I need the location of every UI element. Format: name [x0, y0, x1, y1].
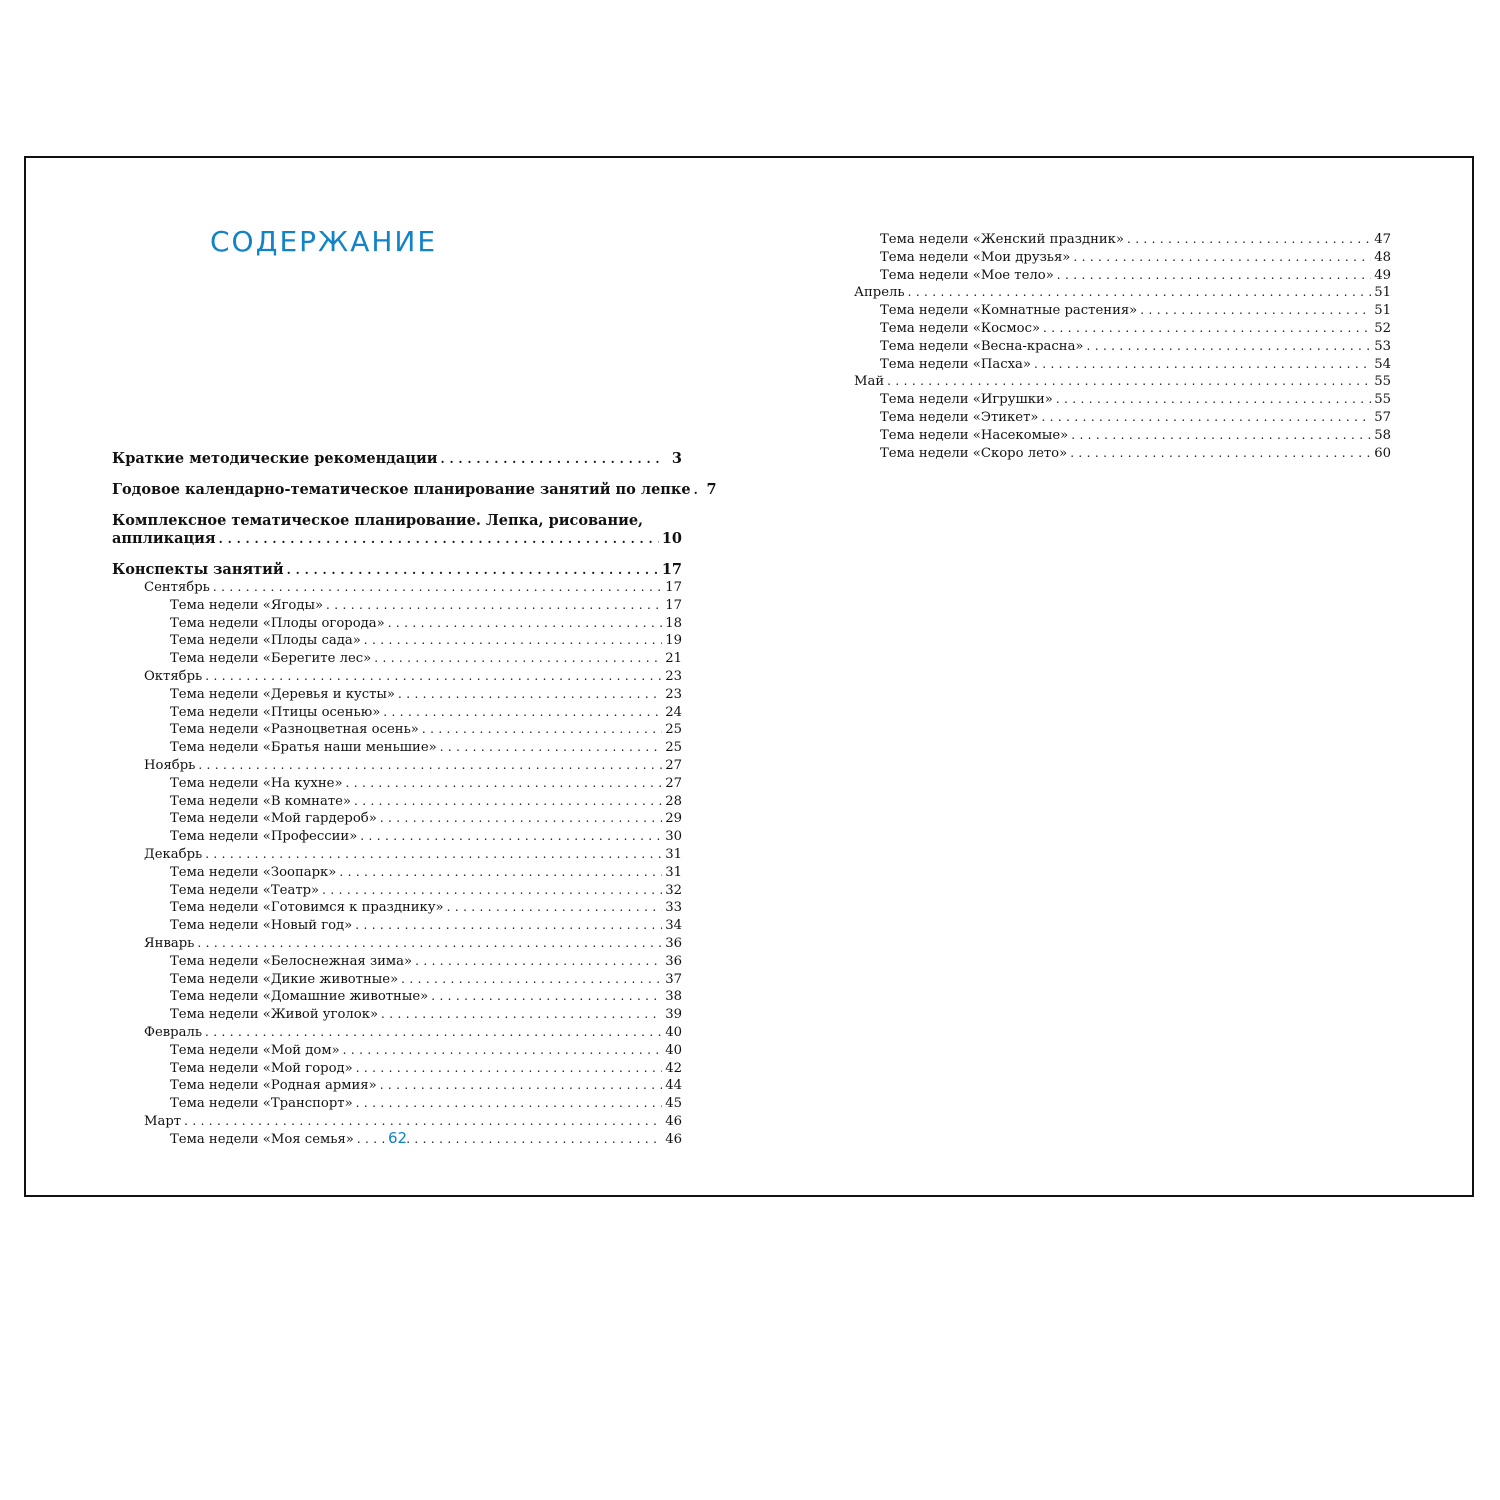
toc-entry	[112, 686, 682, 704]
toc-entry	[112, 988, 682, 1006]
toc-entry-page: 48	[1374, 249, 1391, 265]
leader-dots	[322, 882, 662, 900]
toc-entry	[854, 267, 1391, 285]
toc-entry-page: 25	[665, 722, 682, 738]
toc-entry-page: 17	[665, 597, 682, 613]
toc-entry-page: 47	[1374, 232, 1391, 247]
toc-entry-text: Тема недели «Транспорт»	[170, 1096, 353, 1112]
toc-entry	[112, 935, 682, 953]
leader-dots	[346, 775, 663, 793]
toc-entry	[112, 597, 682, 615]
leader-dots	[343, 1042, 663, 1060]
leader-dots	[1041, 409, 1371, 427]
toc-entry-text: Тема недели «Космос»	[880, 320, 1041, 336]
leader-dots	[440, 739, 663, 757]
toc-entry-page: 58	[1374, 427, 1391, 443]
toc-entry-page: 38	[665, 989, 682, 1005]
toc-entry	[112, 632, 682, 650]
toc-entry-page: 29	[665, 811, 682, 827]
toc-entry-text: Тема недели «Мое тело»	[880, 267, 1054, 283]
toc-entry-page: 30	[665, 829, 682, 845]
toc-entry-page: 57	[1374, 409, 1391, 425]
toc-entry-text: Тема недели «Этикет»	[880, 409, 1039, 425]
leader-dots	[1140, 302, 1371, 320]
toc-entry	[112, 1060, 682, 1078]
toc-entry-text: Тема недели «Насекомые»	[880, 427, 1069, 443]
leader-dots	[355, 917, 662, 935]
toc-entry-text: Тема недели «Мой гардероб»	[170, 811, 377, 827]
toc-entry-page: 27	[665, 757, 682, 773]
toc-entry-text: Тема недели «На кухне»	[170, 775, 343, 791]
toc-entry-text: Тема недели «Женский праздник»	[880, 232, 1124, 247]
toc-right-column	[854, 231, 1391, 462]
toc-entry	[112, 1024, 682, 1042]
toc-entry-text: Тема недели «Мой дом»	[170, 1042, 340, 1058]
toc-entry	[112, 846, 682, 864]
toc-entry	[112, 450, 682, 468]
toc-entry-page: 55	[1374, 374, 1391, 390]
leader-dots	[339, 864, 662, 882]
toc-entry-text: Тема недели «В комнате»	[170, 793, 351, 809]
leader-dots	[205, 846, 662, 864]
toc-entry-page: 53	[1374, 338, 1391, 354]
toc-entry	[112, 481, 717, 499]
toc-entry	[112, 757, 682, 775]
toc-entry-text: аппликация	[112, 530, 216, 547]
leader-dots	[431, 988, 662, 1006]
toc-entry-page: 19	[665, 633, 682, 649]
toc-entry-page: 33	[665, 900, 682, 916]
toc-entry-text: Тема недели «Пасха»	[880, 356, 1031, 372]
toc-entry-text: Тема недели «Берегите лес»	[170, 651, 372, 667]
leader-dots	[374, 650, 662, 668]
leader-dots	[184, 1113, 662, 1131]
toc-entry-page: 32	[665, 882, 682, 898]
toc-entry-page: 36	[665, 953, 682, 969]
toc-entry	[112, 579, 682, 597]
leader-dots	[447, 899, 663, 917]
leader-dots	[441, 450, 666, 468]
toc-entry-text: Декабрь	[144, 846, 203, 862]
toc-entry-text: Тема недели «Скоро лето»	[880, 445, 1068, 461]
toc-entry	[854, 284, 1391, 302]
toc-entry-text: Тема недели «Разноцветная осень»	[170, 722, 419, 738]
leader-dots	[1073, 249, 1371, 267]
toc-entry-text: Тема недели «Белоснежная зима»	[170, 953, 413, 969]
leader-dots	[356, 1060, 663, 1078]
toc-entry	[854, 391, 1391, 409]
toc-entry-page: 40	[665, 1042, 682, 1058]
toc-entry	[112, 1077, 682, 1095]
leader-dots	[326, 597, 662, 615]
toc-entry-page: 60	[1374, 445, 1391, 461]
toc-entry	[854, 445, 1391, 463]
toc-entry-text: Тема недели «Готовимся к празднику»	[170, 900, 444, 916]
toc-entry-text: Тема недели «Плоды огорода»	[170, 615, 385, 631]
leader-dots	[198, 757, 662, 775]
toc-entry	[112, 704, 682, 722]
leader-dots	[356, 1095, 663, 1113]
toc-entry-page: 21	[665, 651, 682, 667]
leader-dots	[197, 935, 662, 953]
toc-entry	[854, 249, 1391, 267]
toc-entry	[112, 899, 682, 917]
toc-entry-page: 37	[665, 971, 682, 987]
leader-dots	[422, 721, 662, 739]
toc-entry	[112, 864, 682, 882]
toc-entry-text: Тема недели «Дикие животные»	[170, 971, 399, 987]
toc-entry-page: 51	[1374, 285, 1391, 301]
toc-entry	[112, 1095, 682, 1113]
toc-entry-page: 25	[665, 740, 682, 756]
leader-dots	[205, 1024, 662, 1042]
toc-entry-text: Январь	[144, 935, 195, 951]
leader-dots	[388, 615, 663, 633]
leader-dots	[1127, 231, 1371, 249]
toc-entry-text: Тема недели «Весна-красна»	[880, 338, 1084, 354]
toc-entry	[854, 373, 1391, 391]
toc-entry-page: 44	[665, 1078, 682, 1094]
leader-dots	[1043, 320, 1371, 338]
toc-entry	[854, 338, 1391, 356]
leader-dots	[381, 1006, 662, 1024]
toc-entry-page: 31	[665, 864, 682, 880]
toc-entry	[112, 971, 682, 989]
toc-entry	[112, 668, 682, 686]
toc-entry-page: 55	[1374, 392, 1391, 408]
toc-entry-text: Годовое календарно-тематическое планирование занятий по лепке	[112, 481, 691, 498]
toc-entry-page: 51	[1374, 303, 1391, 319]
toc-entry-page: 18	[665, 615, 682, 631]
leader-dots	[398, 686, 662, 704]
toc-entry-text: Конспекты занятий	[112, 561, 284, 578]
toc-entry	[112, 1042, 682, 1060]
toc-left-column	[112, 450, 717, 1149]
leader-dots	[908, 284, 1372, 302]
toc-entry-page: 3	[671, 450, 682, 467]
leader-dots	[694, 481, 700, 499]
toc-entry-page: 49	[1374, 267, 1391, 283]
leader-dots	[383, 704, 662, 722]
toc-entry-page: 52	[1374, 320, 1391, 336]
toc-entry	[854, 231, 1391, 249]
leader-dots	[213, 579, 662, 597]
leader-dots	[1056, 391, 1371, 409]
toc-entry	[112, 721, 682, 739]
toc-entry-text: Апрель	[854, 285, 905, 301]
toc-entry-text: Тема недели «Профессии»	[170, 829, 358, 845]
toc-entry	[112, 561, 682, 579]
toc-entry-page: 23	[665, 686, 682, 702]
leader-dots	[360, 828, 662, 846]
toc-entry-text: Тема недели «Театр»	[170, 882, 320, 898]
toc-entry	[112, 882, 682, 900]
toc-entry-page: 24	[665, 704, 682, 720]
toc-entry-page: 39	[665, 1007, 682, 1023]
leader-dots	[1087, 338, 1372, 356]
toc-entry-text: Тема недели «Зоопарк»	[170, 864, 337, 880]
toc-entry-page: 36	[665, 935, 682, 951]
toc-entry-page: 40	[665, 1024, 682, 1040]
leader-dots	[1034, 356, 1371, 374]
toc-entry-page: 46	[665, 1113, 682, 1129]
toc-entry-text: Октябрь	[144, 668, 203, 684]
toc-entry-page: 17	[665, 580, 682, 595]
page-number: 62	[388, 1129, 408, 1147]
toc-entry-text: Ноябрь	[144, 757, 196, 773]
toc-entry-text: Тема недели «Деревья и кусты»	[170, 686, 395, 702]
toc-entry	[854, 320, 1391, 338]
toc-entry-text: Краткие методические рекомендации	[112, 450, 438, 467]
toc-entry	[112, 953, 682, 971]
leader-dots	[887, 373, 1371, 391]
toc-entry-text: Тема недели «Живой уголок»	[170, 1007, 379, 1023]
toc-entry-text: Март	[144, 1113, 182, 1129]
leader-dots	[1057, 267, 1371, 285]
toc-entry-text: Тема недели «Плоды сада»	[170, 633, 361, 649]
leader-dots	[364, 632, 662, 650]
toc-entry-text: Тема недели «Птицы осенью»	[170, 704, 381, 720]
toc-entry-page: 10	[661, 530, 682, 547]
toc-entry-text: Тема недели «Моя семья»	[170, 1131, 354, 1147]
toc-entry	[112, 650, 682, 668]
toc-entry-page: 23	[665, 668, 682, 684]
toc-entry-text: Тема недели «Новый год»	[170, 918, 353, 934]
book-spread	[24, 156, 1474, 1197]
toc-entry-page: 34	[665, 918, 682, 934]
toc-entry	[112, 917, 682, 935]
toc-entry	[112, 810, 682, 828]
page-title: СОДЕРЖАНИЕ	[210, 225, 438, 258]
toc-entry	[112, 793, 682, 811]
toc-entry	[112, 828, 682, 846]
toc-entry-text: Тема недели «Домашние животные»	[170, 989, 429, 1005]
toc-entry-page: 54	[1374, 356, 1391, 372]
toc-entry-text: Тема недели «Родная армия»	[170, 1078, 377, 1094]
toc-entry-page: 46	[665, 1131, 682, 1147]
toc-entry-text: Сентябрь	[144, 580, 210, 595]
leader-dots	[380, 810, 662, 828]
toc-entry	[112, 775, 682, 793]
toc-entry-page: 27	[665, 775, 682, 791]
toc-entry	[854, 409, 1391, 427]
toc-entry	[854, 427, 1391, 445]
toc-entry-page: 42	[665, 1060, 682, 1076]
leader-dots	[1071, 427, 1371, 445]
toc-entry-text-line1: Комплексное тематическое планирование. Лепка, рисование,	[112, 512, 644, 529]
toc-entry	[112, 615, 682, 633]
toc-entry-text: Май	[854, 374, 885, 390]
toc-entry-text: Февраль	[144, 1024, 203, 1040]
toc-entry	[854, 302, 1391, 320]
toc-entry-page: 31	[665, 846, 682, 862]
leader-dots	[219, 530, 659, 548]
toc-entry-text: Тема недели «Ягоды»	[170, 597, 324, 613]
leader-dots	[401, 971, 662, 989]
toc-entry-page: 17	[661, 561, 682, 578]
leader-dots	[380, 1077, 663, 1095]
toc-entry-page: 45	[665, 1096, 682, 1112]
toc-entry-text: Тема недели «Братья наши меньшие»	[170, 740, 437, 756]
leader-dots	[287, 561, 659, 579]
toc-entry	[854, 356, 1391, 374]
toc-entry-page: 7	[706, 481, 717, 498]
toc-entry-text: Тема недели «Комнатные растения»	[880, 303, 1138, 319]
leader-dots	[205, 668, 662, 686]
toc-entry-text: Тема недели «Игрушки»	[880, 392, 1053, 408]
leader-dots	[415, 953, 662, 971]
toc-entry	[112, 739, 682, 757]
toc-entry-text: Тема недели «Мои друзья»	[880, 249, 1071, 265]
toc-entry-page: 28	[665, 793, 682, 809]
toc-entry-text: Тема недели «Мой город»	[170, 1060, 353, 1076]
leader-dots	[1070, 445, 1371, 463]
leader-dots	[354, 793, 662, 811]
toc-entry	[112, 530, 682, 548]
toc-entry	[112, 1006, 682, 1024]
